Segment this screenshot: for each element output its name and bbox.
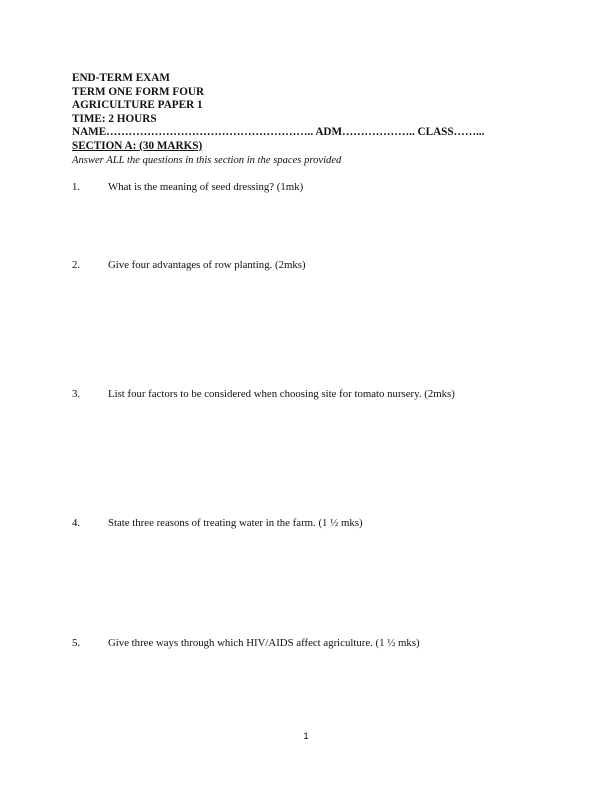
question-number: 4. bbox=[72, 517, 81, 529]
term-line: TERM ONE FORM FOUR bbox=[72, 85, 205, 98]
section-title: SECTION A: (30 MARKS) bbox=[72, 139, 203, 152]
question-text: Give three ways through which HIV/AIDS affect agriculture. (1 ½ mks) bbox=[108, 637, 420, 649]
exam-title: END-TERM EXAM bbox=[72, 72, 170, 84]
question-text: List four factors to be considered when choosing site for tomato nursery. (2mks) bbox=[108, 388, 455, 400]
paper-title: AGRICULTURE PAPER 1 bbox=[72, 99, 203, 112]
question-number: 2. bbox=[72, 259, 81, 271]
question-text: What is the meaning of seed dressing? (1mk) bbox=[108, 181, 304, 193]
page-number: 1 bbox=[303, 731, 309, 742]
section-instruction: Answer ALL the questions in this section in the spaces provided bbox=[72, 154, 342, 166]
question-text: Give four advantages of row planting. (2mks) bbox=[108, 259, 306, 271]
student-details-line: NAME……………………………………………….. ADM……………….. CLASS……... bbox=[72, 126, 485, 139]
question-number: 3. bbox=[72, 388, 81, 400]
question-number: 1. bbox=[72, 181, 81, 193]
exam-header bbox=[72, 72, 532, 167]
time-line: TIME: 2 HOURS bbox=[72, 112, 157, 125]
question-text: State three reasons of treating water in the farm. (1 ½ mks) bbox=[108, 517, 363, 529]
question-number: 5. bbox=[72, 637, 81, 649]
